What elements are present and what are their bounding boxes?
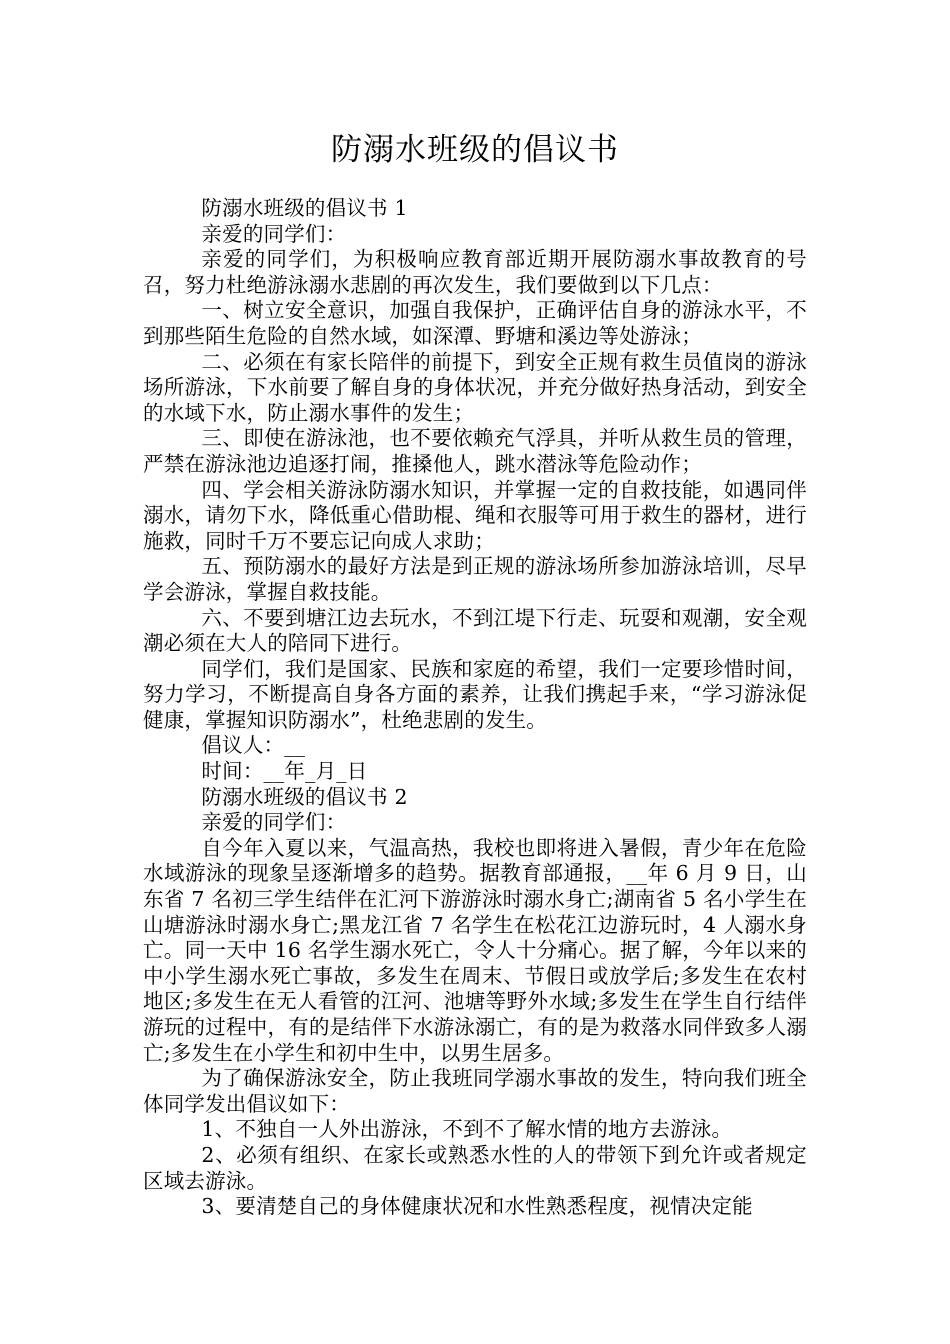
paragraph: 时间：__年_月_日	[201, 759, 368, 784]
paragraph: 亲爱的同学们，为积极响应教育部近期开展防溺水事故教育的号召，努力杜绝游泳溺水悲剧的再次发生，我们要做到以下几点：	[143, 247, 807, 297]
paragraph: 为了确保游泳安全，防止我班同学溺水事故的发生，特向我们班全体同学发出倡议如下：	[143, 1066, 807, 1116]
paragraph: 防溺水班级的倡议书 2	[201, 784, 408, 809]
paragraph: 六、不要到塘江边去玩水，不到江堤下行走、玩耍和观潮，安全观潮必须在大人的陪同下进行。	[143, 605, 807, 656]
document-title: 防溺水班级的倡议书	[331, 132, 619, 168]
document-page	[143, 128, 807, 1220]
paragraph: 同学们，我们是国家、民族和家庭的希望，我们一定要珍惜时间，努力学习，不断提高自身各方面的素养，让我们携起手来，“学习游泳促健康，掌握知识防溺水”，杜绝悲剧的发生。	[143, 656, 807, 732]
paragraph: 倡议人：__	[201, 733, 306, 758]
paragraph: 亲爱的同学们：	[201, 221, 347, 246]
document-body	[143, 196, 807, 1220]
paragraph: 一、树立安全意识，加强自我保护，正确评估自身的游泳水平，不到那些陌生危险的自然水域，如深潭、野塘和溪边等处游泳；	[143, 298, 807, 348]
paragraph: 防溺水班级的倡议书 1	[201, 196, 408, 220]
paragraph: 1、不独自一人外出游泳，不到不了解水情的地方去游泳。	[201, 1117, 733, 1142]
paragraph: 三、即使在游泳池，也不要依赖充气浮具，并听从救生员的管理，严禁在游泳池边追逐打闹，推搡他人，跳水潜泳等危险动作；	[143, 426, 807, 476]
paragraph: 自今年入夏以来，气温高热，我校也即将进入暑假，青少年在危险水域游泳的现象呈逐渐增多的趋势。据教育部通报，__年 6 月 9 日，山东省 7 名初三学生结伴在汇河下游游泳时溺水身亡;湖南省 5 名小学生在山塘游泳时溺水身亡;黑龙江省 7 名学生在松花江边游玩时，4 人溺水身亡。同一天中 16 名学生溺水死亡，令人十分痛心。据了解，今年以来的中小学生溺水死亡事故，多发生在周末、节假日或放学后;多发生在农村地区;多发生在无人看管的江河、池塘等野外水域;多发生在学生自行结伴游玩的过程中，有的是结伴下水游泳溺亡，有的是为救落水同伴致多人溺亡;多发生在小学生和初中生中，以男生居多。	[143, 835, 807, 1065]
paragraph: 亲爱的同学们：	[201, 810, 347, 835]
paragraph: 2、必须有组织、在家长或熟悉水性的人的带领下到允许或者规定区域去游泳。	[143, 1142, 807, 1193]
paragraph: 四、学会相关游泳防溺水知识，并掌握一定的自救技能，如遇同伴溺水，请勿下水，降低重心借助棍、绳和衣服等可用于救生的器材，进行施救，同时千万不要忘记向成人求助；	[143, 477, 807, 553]
paragraph: 五、预防溺水的最好方法是到正规的游泳场所参加游泳培训，尽早学会游泳，掌握自救技能。	[143, 554, 807, 604]
paragraph: 3、要清楚自己的身体健康状况和水性熟悉程度，视情决定能	[201, 1194, 753, 1219]
paragraph: 二、必须在有家长陪伴的前提下，到安全正规有救生员值岗的游泳场所游泳，下水前要了解自身的身体状况，并充分做好热身活动，到安全的水域下水，防止溺水事件的发生；	[143, 349, 807, 425]
